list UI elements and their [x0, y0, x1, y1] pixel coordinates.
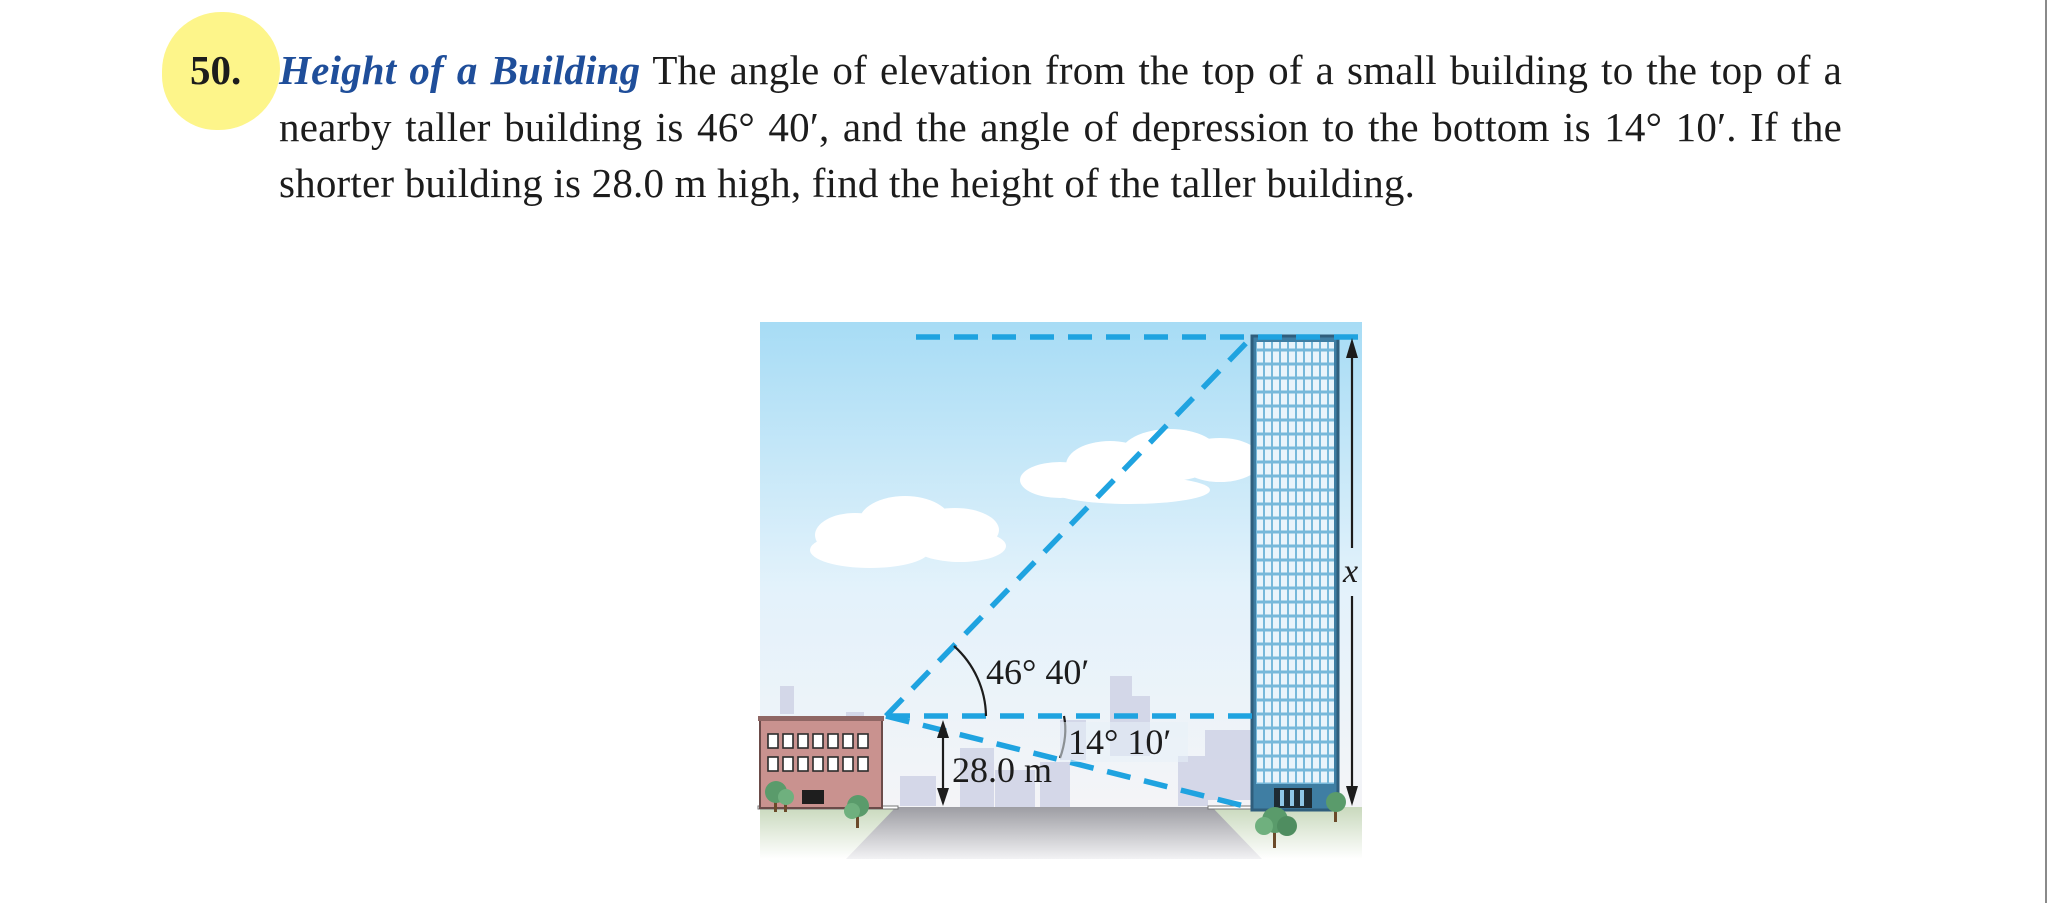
- elevation-angle-label: 46° 40′: [986, 652, 1090, 692]
- page-edge-rule: [2045, 0, 2047, 903]
- tall-building-height-label: x: [1343, 553, 1359, 590]
- tall-building: [1252, 336, 1338, 810]
- short-building-height-label: 28.0 m: [952, 750, 1053, 790]
- road: [846, 807, 1262, 859]
- problem-number: 50.: [190, 47, 242, 93]
- problem-body: The angle of elevation from the top of a small building to the top of a nearby taller building is 46° 40′, and the angle of depression to the bottom is 14° 10′. If the shorter building is 28.0 m high, find the height of the taller building.: [279, 47, 1842, 206]
- depression-angle-label: 14° 10′: [1068, 722, 1172, 762]
- problem-title: Height of a Building: [279, 47, 641, 93]
